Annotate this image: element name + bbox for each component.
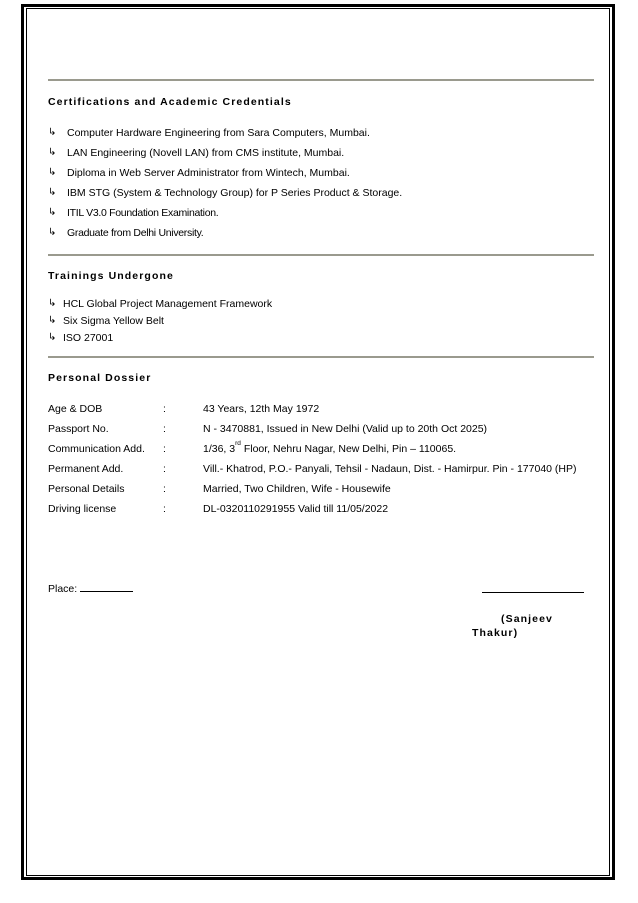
dossier-value: N - 3470881, Issued in New Delhi (Valid up to 20th Oct 2025) xyxy=(203,423,488,435)
dossier-label: Age & DOB xyxy=(48,403,103,415)
arrow-bullet-icon: ↳ xyxy=(48,187,57,198)
section-divider xyxy=(48,79,594,81)
dossier-value: 43 Years, 12th May 1972 xyxy=(203,403,320,415)
dossier-separator: : xyxy=(163,443,166,455)
list-item: Diploma in Web Server Administrator from Wintech, Mumbai. xyxy=(67,167,350,179)
section-divider xyxy=(48,254,594,256)
list-item: Graduate from Delhi University. xyxy=(67,227,204,239)
list-item: ISO 27001 xyxy=(63,332,114,344)
dossier-label: Personal Details xyxy=(48,483,125,495)
signature-name-line2: Thakur) xyxy=(472,627,519,639)
arrow-bullet-icon: ↳ xyxy=(48,127,57,138)
list-item: HCL Global Project Management Framework xyxy=(63,298,273,310)
dossier-value: DL-0320110291955 Valid till 11/05/2022 xyxy=(203,503,389,515)
place-field xyxy=(48,583,133,595)
ordinal-suffix: rd xyxy=(235,440,241,447)
dossier-label: Passport No. xyxy=(48,423,109,435)
certifications-heading: Certifications and Academic Credentials xyxy=(48,96,292,108)
place-label: Place: xyxy=(48,583,78,595)
dossier-heading: Personal Dossier xyxy=(48,372,152,384)
dossier-value: Married, Two Children, Wife - Housewife xyxy=(203,483,391,495)
arrow-bullet-icon: ↳ xyxy=(48,298,57,309)
arrow-bullet-icon: ↳ xyxy=(48,332,57,343)
list-item: Six Sigma Yellow Belt xyxy=(63,315,164,327)
signature-name-line1: (Sanjeev xyxy=(501,613,553,625)
section-divider xyxy=(48,356,594,358)
address-part: Floor, Nehru Nagar, New Delhi, Pin – 110065. xyxy=(240,443,457,455)
arrow-bullet-icon: ↳ xyxy=(48,227,57,238)
list-item: Computer Hardware Engineering from Sara Computers, Mumbai. xyxy=(67,127,370,139)
dossier-separator: : xyxy=(163,483,166,495)
list-item: ITIL V3.0 Foundation Examination. xyxy=(67,207,219,219)
dossier-value: Vill.- Khatrod, P.O.- Panyali, Tehsil - Nadaun, Dist. - Hamirpur. Pin - 177040 (HP) xyxy=(203,463,577,475)
arrow-bullet-icon: ↳ xyxy=(48,207,57,218)
trainings-heading: Trainings Undergone xyxy=(48,270,174,282)
list-item: LAN Engineering (Novell LAN) from CMS institute, Mumbai. xyxy=(67,147,345,159)
dossier-separator: : xyxy=(163,423,166,435)
signature-line xyxy=(482,592,584,593)
dossier-label: Driving license xyxy=(48,503,117,515)
arrow-bullet-icon: ↳ xyxy=(48,315,57,326)
dossier-separator: : xyxy=(163,463,166,475)
place-blank-line xyxy=(80,583,133,592)
dossier-label: Permanent Add. xyxy=(48,463,124,475)
address-part: 1/36, 3 xyxy=(203,443,236,455)
dossier-separator: : xyxy=(163,403,166,415)
dossier-label: Communication Add. xyxy=(48,443,145,455)
dossier-value xyxy=(203,440,457,455)
arrow-bullet-icon: ↳ xyxy=(48,167,57,178)
list-item: IBM STG (System & Technology Group) for P Series Product & Storage. xyxy=(67,187,403,199)
arrow-bullet-icon: ↳ xyxy=(48,147,57,158)
dossier-separator: : xyxy=(163,503,166,515)
